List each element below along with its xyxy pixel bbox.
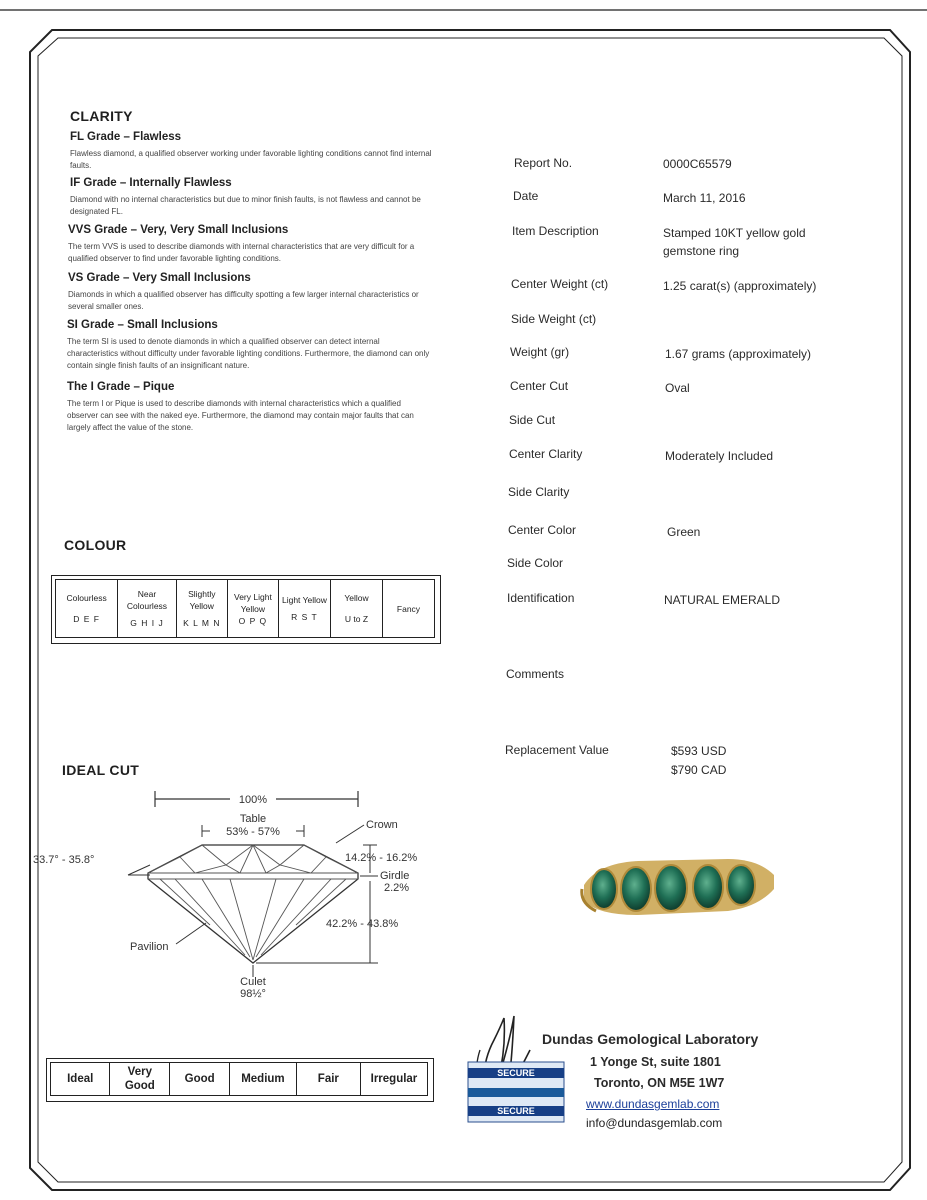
- field-label-center-clarity: Center Clarity: [509, 447, 583, 461]
- field-value-center-color: Green: [667, 525, 701, 539]
- cut-grade-fair: Fair: [296, 1063, 360, 1096]
- field-label-side-color: Side Color: [507, 556, 564, 570]
- grade-vs-title: VS Grade – Very Small Inclusions: [68, 272, 251, 284]
- girdle-value-label: 2.2%: [384, 882, 410, 894]
- cut-grade-medium: Medium: [230, 1063, 297, 1096]
- colour-col-name: Fancy: [396, 603, 421, 614]
- grade-vvs-title: VVS Grade – Very, Very Small Inclusions: [68, 224, 289, 236]
- field-label-side-weight: Side Weight (ct): [511, 312, 597, 326]
- field-value-date: March 11, 2016: [663, 191, 746, 205]
- colour-title: COLOUR: [64, 537, 127, 553]
- grade-vs-desc: Diamonds in which a qualified observer has difficulty spotting a few larger internal characteristics or several smaller ones.: [68, 290, 419, 311]
- field-label-side-clarity: Side Clarity: [508, 485, 570, 499]
- field-value-report-no: 0000C65579: [663, 157, 732, 171]
- field-label-side-cut: Side Cut: [509, 413, 556, 427]
- colour-col-fancy: [382, 580, 434, 638]
- grade-i-title: The I Grade – Pique: [67, 381, 175, 393]
- colour-col-grade: O P Q: [238, 615, 268, 626]
- colour-col-colourless: [56, 580, 118, 638]
- signature-and-seal: [460, 1010, 570, 1130]
- lab-name: Dundas Gemological Laboratory: [542, 1031, 759, 1047]
- colour-col-name: Colourless: [66, 593, 107, 603]
- cut-grade-table: [46, 1058, 434, 1102]
- grade-si-desc: The term SI is used to denote diamonds in which a qualified observer can detect internal characteristics without difficulty under favorable lighting conditions. Furthermore, the diamond can only contain single finish faults of an insignificant nature.: [67, 337, 430, 370]
- cut-grade-good: Good: [170, 1063, 230, 1096]
- replacement-value-usd: $593 USD: [671, 744, 727, 758]
- diamond-outline: [148, 845, 358, 963]
- table-label: Table: [239, 813, 267, 825]
- culet-value-label: 98½°: [240, 988, 266, 1000]
- ideal-cut-title: IDEAL CUT: [62, 762, 140, 778]
- field-label-identification: Identification: [507, 591, 575, 605]
- field-value-center-weight: 1.25 carat(s) (approximately): [663, 279, 817, 293]
- colour-col-light-yellow: [278, 580, 330, 638]
- pavilion-depth-label: 42.2% - 43.8%: [326, 918, 399, 930]
- diamond-facets: [148, 845, 358, 960]
- field-value-weight-gr: 1.67 grams (approximately): [665, 347, 812, 361]
- total-width-label: 100%: [238, 794, 268, 806]
- field-label-center-weight: Center Weight (ct): [511, 277, 609, 291]
- grade-i-desc: The term I or Pique is used to describe diamonds with internal characteristics which a qualified observer can see with the naked eye. Furthermore, the diamond may contain major faults that can largely affect the value of the stone.: [67, 399, 414, 432]
- colour-col-yellow: [330, 580, 382, 638]
- field-label-item-description: Item Description: [512, 224, 599, 238]
- colour-col-near-colourless: [118, 580, 176, 638]
- colour-col-name: Slightly Yellow: [188, 589, 216, 611]
- colour-col-grade: R S T: [291, 612, 318, 622]
- lab-address-line-1: 1 Yonge St, suite 1801: [590, 1055, 721, 1069]
- pavilion-label: Pavilion: [130, 941, 169, 953]
- grade-fl-desc: Flawless diamond, a qualified observer working under favorable lighting conditions cannot find internal faults.: [70, 149, 432, 170]
- cut-grade-very-good: Very Good: [110, 1063, 170, 1096]
- security-seal: [468, 1062, 564, 1122]
- colour-col-very-light-yellow: [227, 580, 278, 638]
- lab-address-line-2: Toronto, ON M5E 1W7: [594, 1076, 725, 1090]
- field-value-identification: NATURAL EMERALD: [664, 593, 781, 607]
- crown-height-label: 14.2% - 16.2%: [345, 852, 418, 864]
- colour-col-grade: G H I J: [130, 618, 164, 628]
- colour-col-name: Yellow: [344, 593, 369, 603]
- colour-col-slightly-yellow: [176, 580, 227, 638]
- cut-grade-irregular: Irregular: [360, 1063, 427, 1096]
- field-value-center-cut: Oval: [665, 381, 690, 395]
- colour-col-grade: D E F: [73, 614, 100, 624]
- crown-label: Crown: [366, 819, 398, 831]
- lab-email: info@dundasgemlab.com: [586, 1116, 723, 1130]
- colour-grade-table: [51, 575, 441, 644]
- field-label-weight-gr: Weight (gr): [510, 345, 570, 359]
- colour-col-name: Very Light Yellow: [234, 591, 272, 614]
- replacement-value-label: Replacement Value: [505, 743, 609, 757]
- field-value-center-clarity: Moderately Included: [665, 449, 774, 463]
- field-label-report-no: Report No.: [514, 156, 573, 170]
- grade-if-desc: Diamond with no internal characteristics but due to minor finish faults, is not flawless and cannot be designated FL.: [70, 195, 421, 216]
- crown-angle-label: 33.7° - 35.8°: [33, 854, 95, 866]
- grade-fl-title: FL Grade – Flawless: [70, 131, 182, 143]
- seal-text: SECURE: [497, 1106, 535, 1116]
- colour-col-name: Light Yellow: [281, 595, 327, 605]
- girdle-label: Girdle: [380, 870, 410, 882]
- replacement-value-cad: $790 CAD: [671, 763, 727, 777]
- colour-col-name: Near Colourless: [126, 589, 168, 611]
- diamond-proportions-diagram: [30, 785, 450, 1010]
- grade-vvs-desc: The term VVS is used to describe diamonds with internal characteristics that are very difficult for a qualified observer to find under favorable lighting conditions.: [68, 242, 415, 263]
- field-label-date: Date: [513, 189, 539, 203]
- grade-si-title: SI Grade – Small Inclusions: [67, 319, 218, 331]
- cut-grade-ideal: Ideal: [51, 1063, 110, 1096]
- culet-label: Culet: [240, 976, 266, 988]
- colour-col-grade: K L M N: [183, 618, 221, 628]
- field-label-center-cut: Center Cut: [510, 379, 569, 393]
- ring-photo: [578, 845, 778, 925]
- colour-col-grade: U to Z: [344, 614, 369, 624]
- field-label-center-color: Center Color: [508, 523, 577, 537]
- seal-text: SECURE: [497, 1068, 535, 1078]
- comments-label: Comments: [506, 667, 565, 681]
- field-value-item-description: Stamped 10KT yellow gold gemstone ring: [663, 226, 806, 258]
- table-range-label: 53% - 57%: [226, 826, 280, 838]
- grade-if-title: IF Grade – Internally Flawless: [70, 177, 232, 189]
- lab-website-link[interactable]: www.dundasgemlab.com: [586, 1097, 720, 1111]
- clarity-title: CLARITY: [70, 108, 133, 124]
